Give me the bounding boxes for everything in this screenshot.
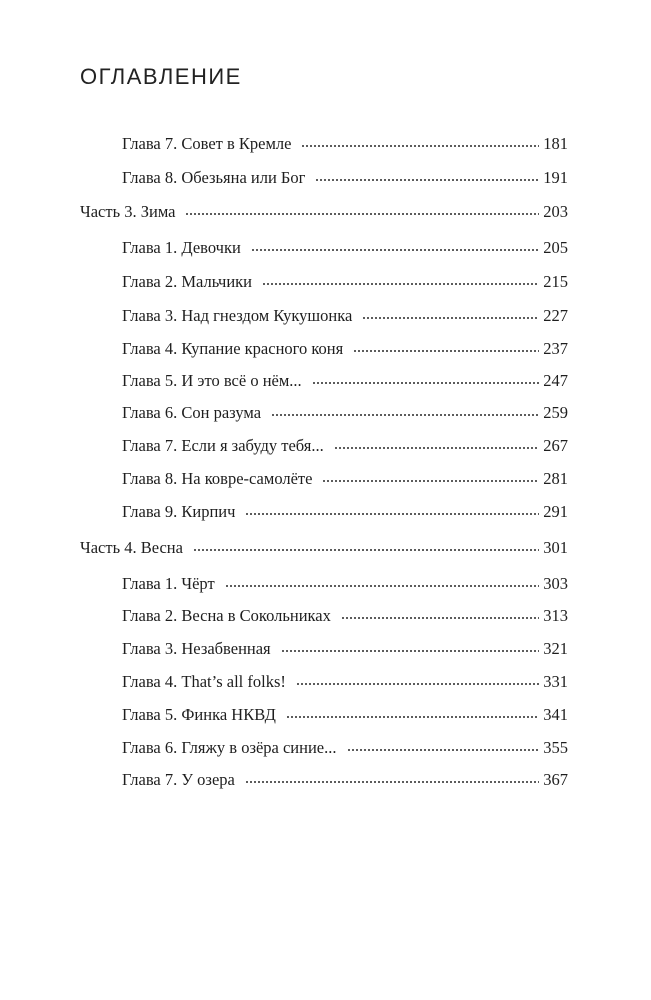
toc-entry-page: 313 [543,606,568,625]
dot-leader [225,584,540,588]
toc-entry-title: Глава 1. Девочки [122,238,241,257]
toc-entry [122,469,568,489]
toc-part-entry [80,202,568,222]
toc-entry-title: Глава 4. That’s all folks! [122,672,286,691]
dot-leader [271,413,539,417]
toc-entry [122,339,568,359]
dot-leader [193,548,539,552]
toc-entry-title: Глава 8. На ковре-самолёте [122,469,313,488]
toc-entry-title: Глава 9. Кирпич [122,502,236,521]
toc-entry-page: 301 [543,538,568,557]
toc-entry [122,738,568,758]
dot-leader [185,212,539,216]
dot-leader [251,248,539,252]
toc-entry-title: Глава 2. Весна в Сокольниках [122,606,331,625]
toc-entry-page: 203 [543,202,568,221]
toc-entry-title: Часть 4. Весна [80,538,183,557]
toc-entry [122,306,568,326]
toc-entry [122,272,568,292]
dot-leader [362,316,539,320]
toc-entry [122,606,568,626]
toc-entry [122,168,568,188]
dot-leader [322,479,539,483]
toc-entry-title: Глава 6. Гляжу в озёра синие... [122,738,337,757]
toc-entry-title: Часть 3. Зима [80,202,176,221]
dot-leader [245,512,539,516]
toc-entry-page: 303 [543,574,568,593]
dot-leader [353,349,539,353]
toc-entry [122,238,568,258]
toc-entry-title: Глава 3. Над гнездом Кукушонка [122,306,353,325]
toc-entry-page: 247 [543,371,568,390]
toc-entry [122,672,568,692]
dot-leader [262,282,539,286]
toc-entry [122,502,568,522]
toc-entry [122,134,568,154]
toc-entry [122,371,568,391]
dot-leader [296,682,539,686]
toc-entry-title: Глава 3. Незабвенная [122,639,271,658]
toc-entry-page: 215 [543,272,568,291]
toc-entry-page: 237 [543,339,568,358]
page-title: ОГЛАВЛЕНИЕ [80,64,242,89]
dot-leader [315,178,539,182]
toc-entry-page: 355 [543,738,568,757]
toc-entry-title: Глава 8. Обезьяна или Бог [122,168,306,187]
toc-entry-title: Глава 1. Чёрт [122,574,215,593]
toc-entry-title: Глава 5. И это всё о нём... [122,371,302,390]
dot-leader [334,446,539,450]
toc-entry-page: 281 [543,469,568,488]
dot-leader [312,381,540,385]
toc-entry-page: 227 [543,306,568,325]
dot-leader [281,649,540,653]
toc-entry-title: Глава 7. У озера [122,770,235,789]
toc-entry-title: Глава 6. Сон разума [122,403,262,422]
toc-entry-title: Глава 7. Если я забуду тебя... [122,436,324,455]
toc-entry-page: 259 [543,403,568,422]
toc-entry-page: 205 [543,238,568,257]
toc-entry [122,403,568,423]
dot-leader [286,715,539,719]
toc-entry [122,639,568,659]
dot-leader [245,780,539,784]
dot-leader [341,616,539,620]
toc-entry-title: Глава 5. Финка НКВД [122,705,276,724]
toc-entry-page: 341 [543,705,568,724]
toc-entry [122,705,568,725]
toc-entry-page: 367 [543,770,568,789]
toc-entry-title: Глава 7. Совет в Кремле [122,134,292,153]
toc-entry-page: 267 [543,436,568,455]
toc-entry-title: Глава 4. Купание красного коня [122,339,344,358]
toc-entry [122,770,568,790]
toc-entry-page: 291 [543,502,568,521]
toc-entry-page: 321 [543,639,568,658]
toc-entry-page: 331 [543,672,568,691]
toc-entry [122,436,568,456]
toc-entry-page: 191 [543,168,568,187]
dot-leader [347,748,540,752]
dot-leader [301,144,539,148]
toc-entry-title: Глава 2. Мальчики [122,272,252,291]
toc-part-entry [80,538,568,558]
toc-entry-page: 181 [543,134,568,153]
toc-entry [122,574,568,594]
